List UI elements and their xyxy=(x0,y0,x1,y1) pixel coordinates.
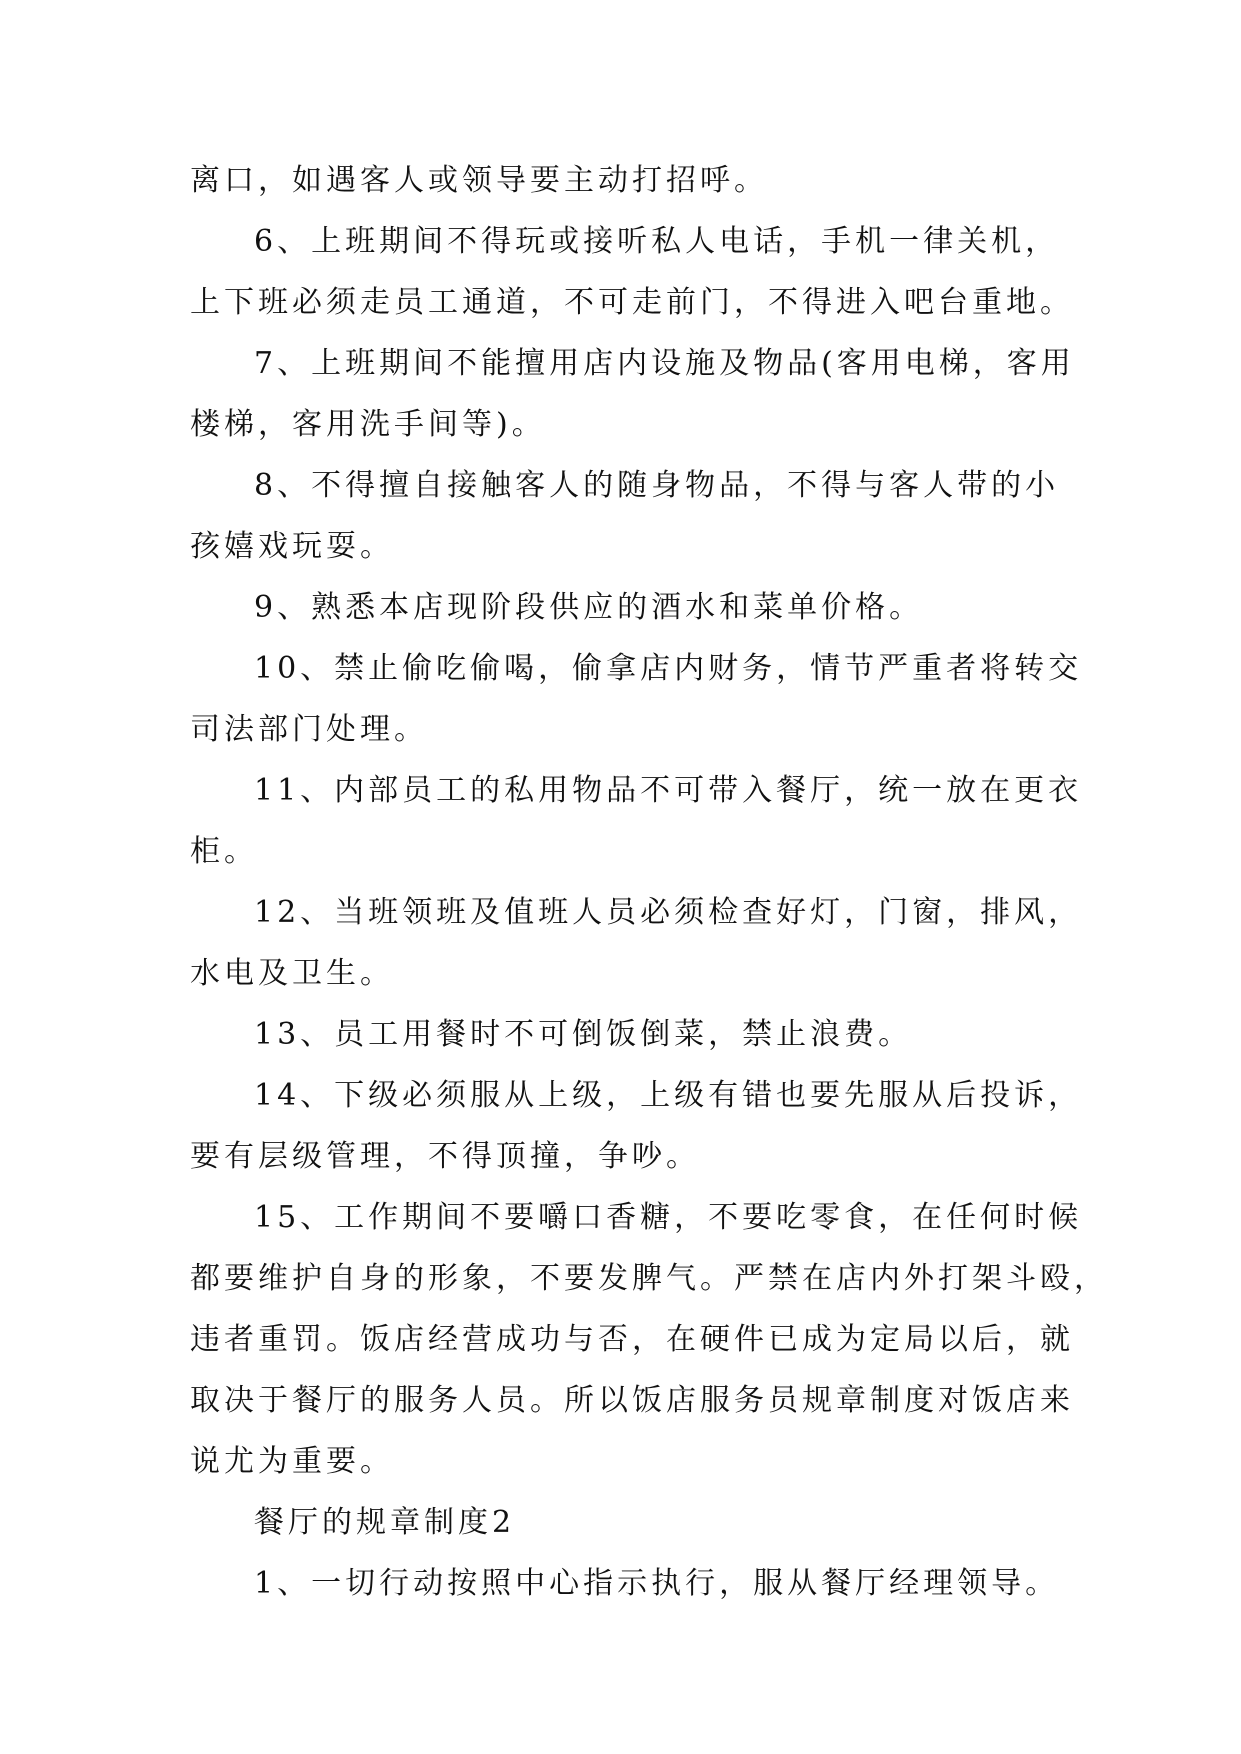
rule-12-line-1: 12、当班领班及值班人员必须检查好灯，门窗，排风， xyxy=(254,895,1083,930)
rule-7-line-1: 7、上班期间不能擅用店内设施及物品(客用电梯，客用 xyxy=(254,346,1075,381)
rule-11-line-2: 柜。 xyxy=(190,834,258,869)
rule-15-line-3: 违者重罚。饭店经营成功与否，在硬件已成为定局以后，就 xyxy=(190,1322,1074,1357)
rule-14-line-1: 14、下级必须服从上级，上级有错也要先服从后投诉， xyxy=(254,1078,1083,1113)
rule-6-line-1: 6、上班期间不得玩或接听私人电话，手机一律关机， xyxy=(254,224,1060,259)
rule-15-line-4: 取决于餐厅的服务人员。所以饭店服务员规章制度对饭店来 xyxy=(190,1383,1074,1418)
rule-8-line-2: 孩嬉戏玩耍。 xyxy=(190,529,394,564)
rule-6-line-2: 上下班必须走员工通道，不可走前门，不得进入吧台重地。 xyxy=(190,285,1074,320)
rule-15-line-5: 说尤为重要。 xyxy=(190,1444,394,1479)
rule-10-line-2: 司法部门处理。 xyxy=(190,712,428,747)
rule-10-line-1: 10、禁止偷吃偷喝，偷拿店内财务，情节严重者将转交 xyxy=(254,651,1083,686)
rule-8-line-1: 8、不得擅自接触客人的随身物品，不得与客人带的小 xyxy=(254,468,1060,503)
continuation-line: 离口，如遇客人或领导要主动打招呼。 xyxy=(190,163,768,198)
rule-15-line-1: 15、工作期间不要嚼口香糖，不要吃零食，在任何时候 xyxy=(254,1200,1083,1235)
section-heading: 餐厅的规章制度2 xyxy=(254,1505,516,1540)
rule-12-line-2: 水电及卫生。 xyxy=(190,956,394,991)
document-body xyxy=(190,150,1108,1614)
rule-15-line-2: 都要维护自身的形象，不要发脾气。严禁在店内外打架斗殴， xyxy=(190,1261,1108,1296)
rule-14-line-2: 要有层级管理，不得顶撞，争吵。 xyxy=(190,1139,700,1174)
rule-11-line-1: 11、内部员工的私用物品不可带入餐厅，统一放在更衣 xyxy=(254,773,1083,808)
section-2-rule-1: 1、一切行动按照中心指示执行，服从餐厅经理领导。 xyxy=(254,1566,1060,1601)
rule-7-line-2: 楼梯，客用洗手间等)。 xyxy=(190,407,546,442)
rule-13-line-1: 13、员工用餐时不可倒饭倒菜，禁止浪费。 xyxy=(254,1017,913,1052)
rule-9-line-1: 9、熟悉本店现阶段供应的酒水和菜单价格。 xyxy=(254,590,924,625)
